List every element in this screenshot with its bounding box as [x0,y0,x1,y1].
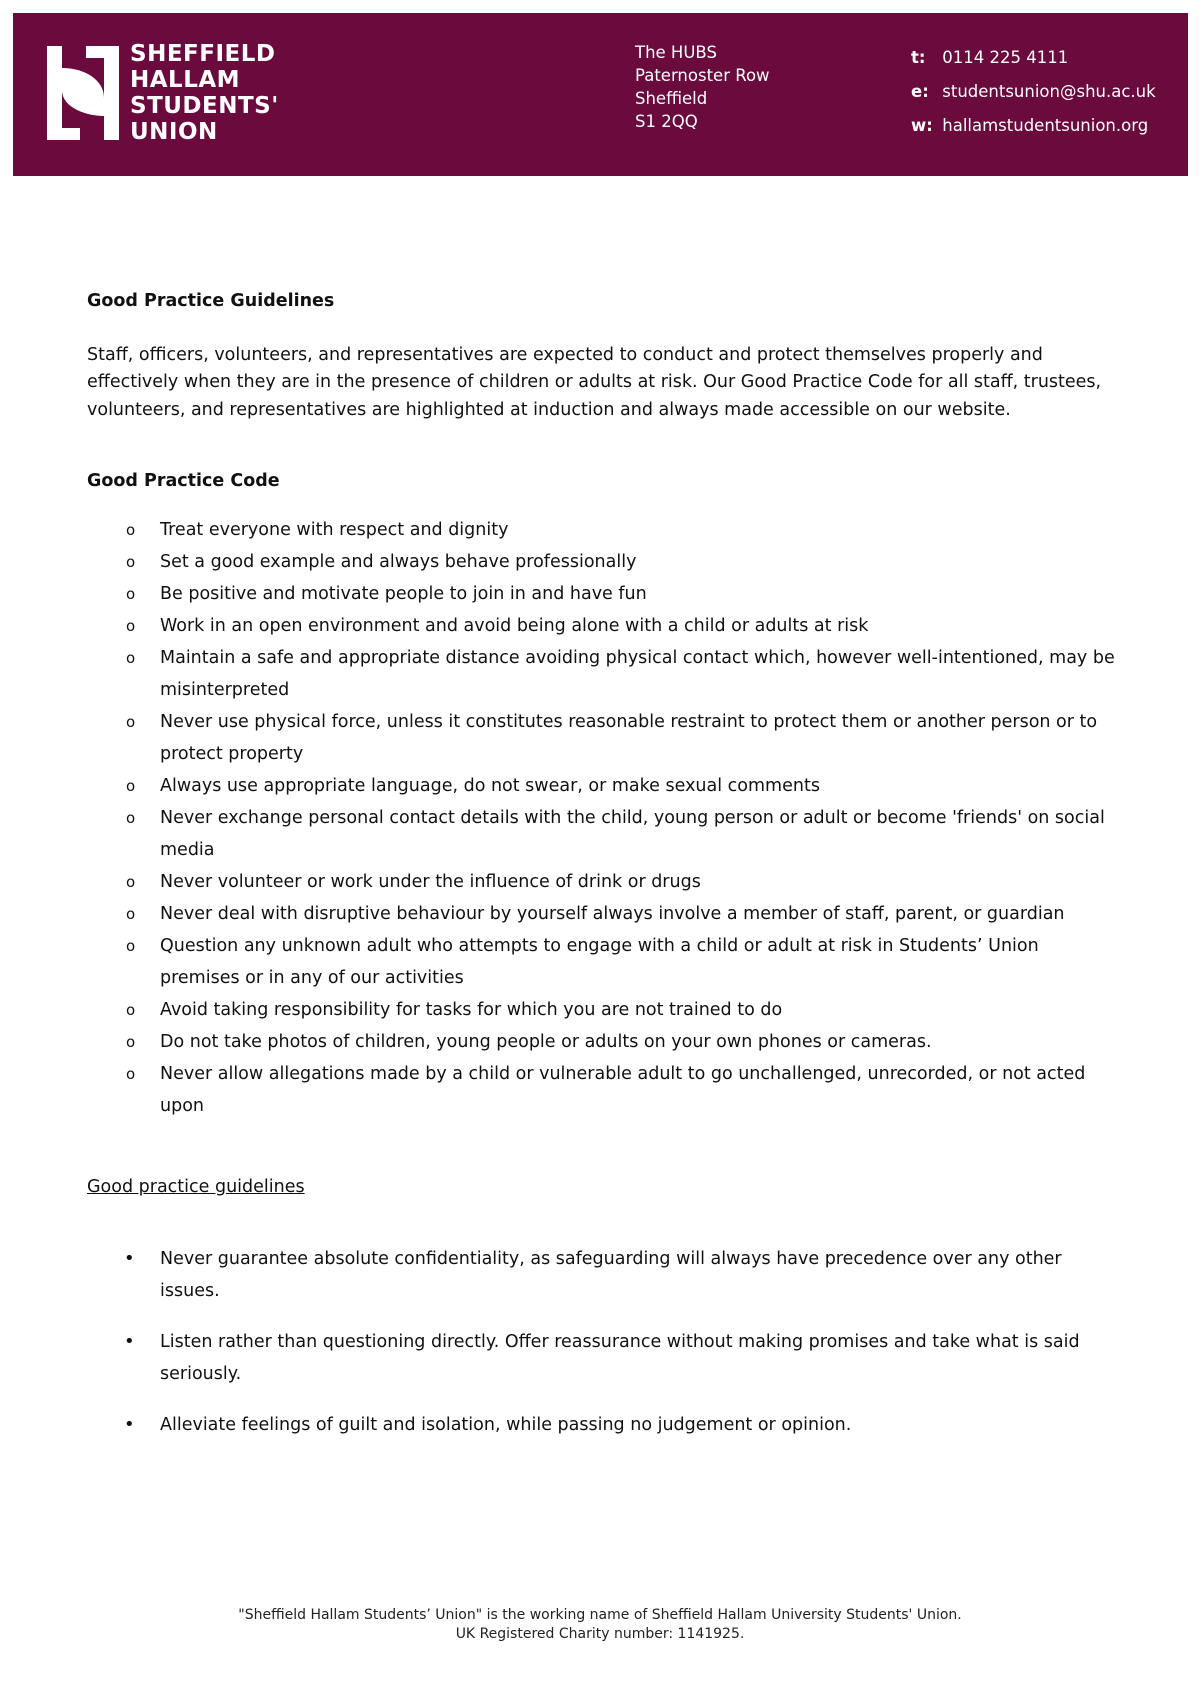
list-item [87,994,1117,1026]
list-item-text: Never guarantee absolute confidentiality, as safeguarding will always have precedence over any other issues. [160,1249,1062,1301]
website-link[interactable]: hallamstudentsunion.org [942,116,1149,135]
list-item-text: Treat everyone with respect and dignity [160,519,509,540]
address-block [635,41,770,133]
list-item [87,802,1117,866]
circle-bullet-icon: o [126,776,136,795]
letterhead-banner [13,13,1188,176]
circle-bullet-icon: o [126,872,136,891]
contact-phone [911,41,1156,75]
circle-bullet-icon: o [126,712,136,731]
circle-bullet-icon: o [126,616,136,635]
address-line: The HUBS [635,43,717,62]
circle-bullet-icon: o [126,1000,136,1019]
good-practice-guidelines-list [87,1243,1117,1441]
logo-line: SHEFFIELD [130,41,276,67]
list-item-text: Be positive and motivate people to join in and have fun [160,583,647,604]
list-item-text: Avoid taking responsibility for tasks for which you are not trained to do [160,999,783,1020]
list-item-text: Never volunteer or work under the influence of drink or drugs [160,871,701,892]
list-item-text: Set a good example and always behave professionally [160,551,637,572]
list-item-text: Alleviate feelings of guilt and isolation, while passing no judgement or opinion. [160,1415,852,1435]
contact-label: e: [911,82,929,101]
su-logo-wordmark [130,41,279,145]
intro-paragraph: Staff, officers, volunteers, and representatives are expected to conduct and protect themselves properly and effectively when they are in the presence of children or adults at risk. Our Good Practice Code for all staff, trustees, volunteers, and representatives are highlighted at induction and always made accessible on our website. [87,344,1102,420]
circle-bullet-icon: o [126,936,136,955]
list-item-text: Question any unknown adult who attempts to engage with a child or adult at risk in Students’ Union premises or in any of our activities [160,935,1039,988]
list-item [87,930,1117,994]
list-item-text: Do not take photos of children, young people or adults on your own phones or cameras. [160,1031,932,1052]
circle-bullet-icon: o [126,552,136,571]
address-line: Paternoster Row [635,66,770,85]
phone-number[interactable]: 0114 225 4111 [942,48,1069,67]
list-item [87,1243,1117,1307]
list-item [87,1026,1117,1058]
circle-bullet-icon: o [126,904,136,923]
footer-line: UK Registered Charity number: 1141925. [455,1626,745,1642]
circle-bullet-icon: o [126,1064,136,1083]
footer-line: "Sheffield Hallam Students’ Union" is the working name of Sheffield Hallam University Students' Union. [238,1607,962,1623]
heading-good-practice-code: Good Practice Code [87,471,280,491]
list-item [87,706,1117,770]
address-line: S1 2QQ [635,112,698,131]
good-practice-code-list [87,514,1117,1122]
list-item [87,1409,1117,1441]
bullet-icon: • [124,1331,135,1352]
list-item [87,514,1117,546]
list-item [87,770,1117,802]
contact-website [911,109,1156,143]
email-link[interactable]: studentsunion@shu.ac.uk [942,82,1156,101]
logo-line: UNION [130,119,218,145]
list-item-text: Never deal with disruptive behaviour by yourself always involve a member of staff, parent, or guardian [160,903,1065,924]
list-item [87,866,1117,898]
list-item-text: Always use appropriate language, do not swear, or make sexual comments [160,775,820,796]
list-item [87,578,1117,610]
bullet-icon: • [124,1414,135,1435]
list-item [87,1058,1117,1122]
contact-block [911,41,1156,143]
list-item [87,1326,1117,1390]
list-item-text: Never allow allegations made by a child or vulnerable adult to go unchallenged, unrecorded, or not acted upon [160,1063,1086,1116]
heading-good-practice-guidelines-sub: Good practice guidelines [87,1176,305,1197]
list-item-text: Listen rather than questioning directly. Offer reassurance without making promises and take what is said seriously. [160,1332,1080,1384]
list-item-text: Never use physical force, unless it constitutes reasonable restraint to protect them or another person or to protect property [160,711,1098,764]
circle-bullet-icon: o [126,808,136,827]
circle-bullet-icon: o [126,648,136,667]
list-item [87,642,1117,706]
circle-bullet-icon: o [126,584,136,603]
list-item-text: Never exchange personal contact details with the child, young person or adult or become 'friends' on social media [160,807,1105,860]
bullet-icon: • [124,1248,135,1269]
list-item [87,610,1117,642]
list-item-text: Maintain a safe and appropriate distance avoiding physical contact which, however well-intentioned, may be misinterpreted [160,647,1115,700]
circle-bullet-icon: o [126,520,136,539]
heading-good-practice-guidelines: Good Practice Guidelines [87,291,335,311]
su-logo-icon [47,46,119,140]
logo-line: STUDENTS' [130,93,279,119]
circle-bullet-icon: o [126,1032,136,1051]
contact-email [911,75,1156,109]
address-line: Sheffield [635,89,708,108]
contact-label: t: [911,48,926,67]
list-item-text: Work in an open environment and avoid being alone with a child or adults at risk [160,615,869,636]
document-body [87,288,1117,1460]
list-item [87,898,1117,930]
contact-label: w: [911,116,933,135]
page-footer [0,1606,1200,1644]
list-item [87,546,1117,578]
logo-line: HALLAM [130,67,241,93]
